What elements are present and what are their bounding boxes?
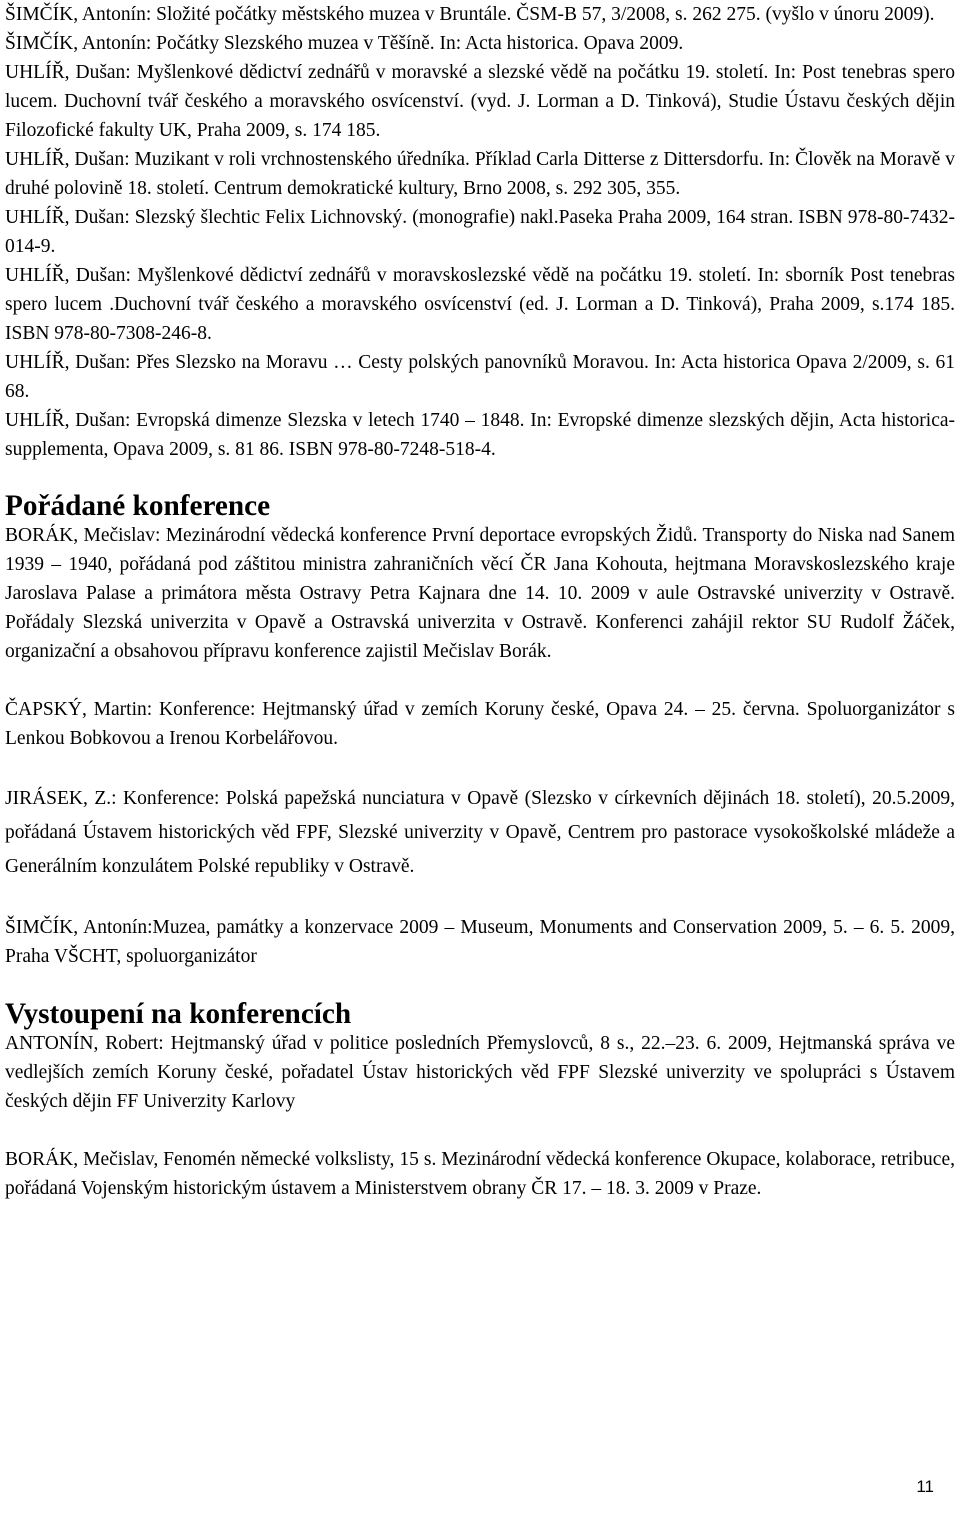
conference-entry: ŠIMČÍK, Antonín:Muzea, památky a konzervace 2009 – Museum, Monuments and Conservation 2009, 5. – 6. 5. 2009, Praha VŠCHT, spoluorganizátor [5, 917, 955, 967]
section-heading-conferences: Pořádané konference [5, 490, 271, 522]
publication-entry: UHLÍŘ, Dušan: Myšlenkové dědictví zednářů v moravské a slezské vědě na počátku 19. století. In: Post tenebras spero lucem. Duchovní tvář českého a moravského osvícenství. (vyd. J. Lorman a D. Tinková), Studie Ústavu českých dějin Filozofické fakulty UK, Praha 2009, s. 174 185. [5, 62, 955, 141]
publication-entry: ŠIMČÍK, Antonín: Složité počátky městského muzea v Bruntále. ČSM-B 57, 3/2008, s. 262 275. (vyšlo v únoru 2009). [5, 4, 935, 25]
conference-talks-section [5, 1000, 955, 1203]
publication-entry: UHLÍŘ, Dušan: Muzikant v roli vrchnostenského úředníka. Příklad Carla Ditterse z Dittersdorfu. In: Člověk na Moravě v druhé polovině 18. století. Centrum demokratické kultury, Brno 2008, s. 292 305, 355. [5, 149, 955, 199]
conference-entry: JIRÁSEK, Z.: Konference: Polská papežská nunciatura v Opavě (Slezsko v církevních dějinách 18. století), 20.5.2009, pořádaná Ústavem historických věd FPF, Slezské univerzity v Opavě, Centrem pro pastorace vysokoškolské mládeže a Generálním konzulátem Polské republiky v Ostravě. [5, 788, 955, 877]
publication-entry: UHLÍŘ, Dušan: Myšlenkové dědictví zednářů v moravskoslezské vědě na počátku 19. století. In: sborník Post tenebras spero lucem .Duchovní tvář českého a moravského osvícenství (ed. J. Lorman a D. Tinková), Praha 2009, s.174 185. ISBN 978-80-7308-246-8. [5, 265, 955, 344]
publication-entry: ŠIMČÍK, Antonín: Počátky Slezského muzea v Těšíně. In: Acta historica. Opava 2009. [5, 33, 684, 54]
publication-entry: UHLÍŘ, Dušan: Evropská dimenze Slezska v letech 1740 – 1848. In: Evropské dimenze slezských dějin, Acta historica-supplementa, Opava 2009, s. 81 86. ISBN 978-80-7248-518-4. [5, 410, 955, 460]
talk-entry: ANTONÍN, Robert: Hejtmanský úřad v politice posledních Přemyslovců, 8 s., 22.–23. 6. 2009, Hejtmanská správa ve vedlejších zemích Koruny české, pořadatel Ústav historických věd FPF Slezské univerzity ve spolupráci s Ústavem českých dějin FF Univerzity Karlovy [5, 1033, 955, 1112]
talk-entry: BORÁK, Mečislav, Fenomén německé volkslisty, 15 s. Mezinárodní vědecká konference Okupace, kolaborace, retribuce, pořádaná Vojenským historickým ústavem a Ministerstvem obrany ČR 17. – 18. 3. 2009 v Praze. [5, 1149, 955, 1199]
publication-entry: UHLÍŘ, Dušan: Přes Slezsko na Moravu … Cesty polských panovníků Moravou. In: Acta historica Opava 2/2009, s. 61 68. [5, 352, 955, 402]
organized-conferences-section [5, 492, 955, 971]
page-number: 11 [916, 1477, 934, 1496]
document-page [5, 0, 955, 1203]
publication-list [5, 0, 955, 464]
conference-entry: ČAPSKÝ, Martin: Konference: Hejtmanský úřad v zemích Koruny české, Opava 24. – 25. června. Spoluorganizátor s Lenkou Bobkovou a Irenou Korbelářovou. [5, 699, 955, 749]
publication-entry: UHLÍŘ, Dušan: Slezský šlechtic Felix Lichnovský. (monografie) nakl.Paseka Praha 2009, 164 stran. ISBN 978-80-7432-014-9. [5, 207, 955, 257]
conference-entry: BORÁK, Mečislav: Mezinárodní vědecká konference První deportace evropských Židů. Transporty do Niska nad Sanem 1939 – 1940, pořádaná pod záštitou ministra zahraničních věcí ČR Jana Kohouta, hejtmana Moravskoslezského kraje Jaroslava Palase a primátora města Ostravy Petra Kajnara dne 14. 10. 2009 v aule Ostravské univerzity v Ostravě. Pořádaly Slezská univerzita v Opavě a Ostravská univerzita v Ostravě. Konferenci zahájil rektor SU Rudolf Žáček, organizační a obsahovou přípravu konference zajistil Mečislav Borák. [5, 525, 955, 662]
section-heading-talks: Vystoupení na konferencích [5, 998, 352, 1030]
